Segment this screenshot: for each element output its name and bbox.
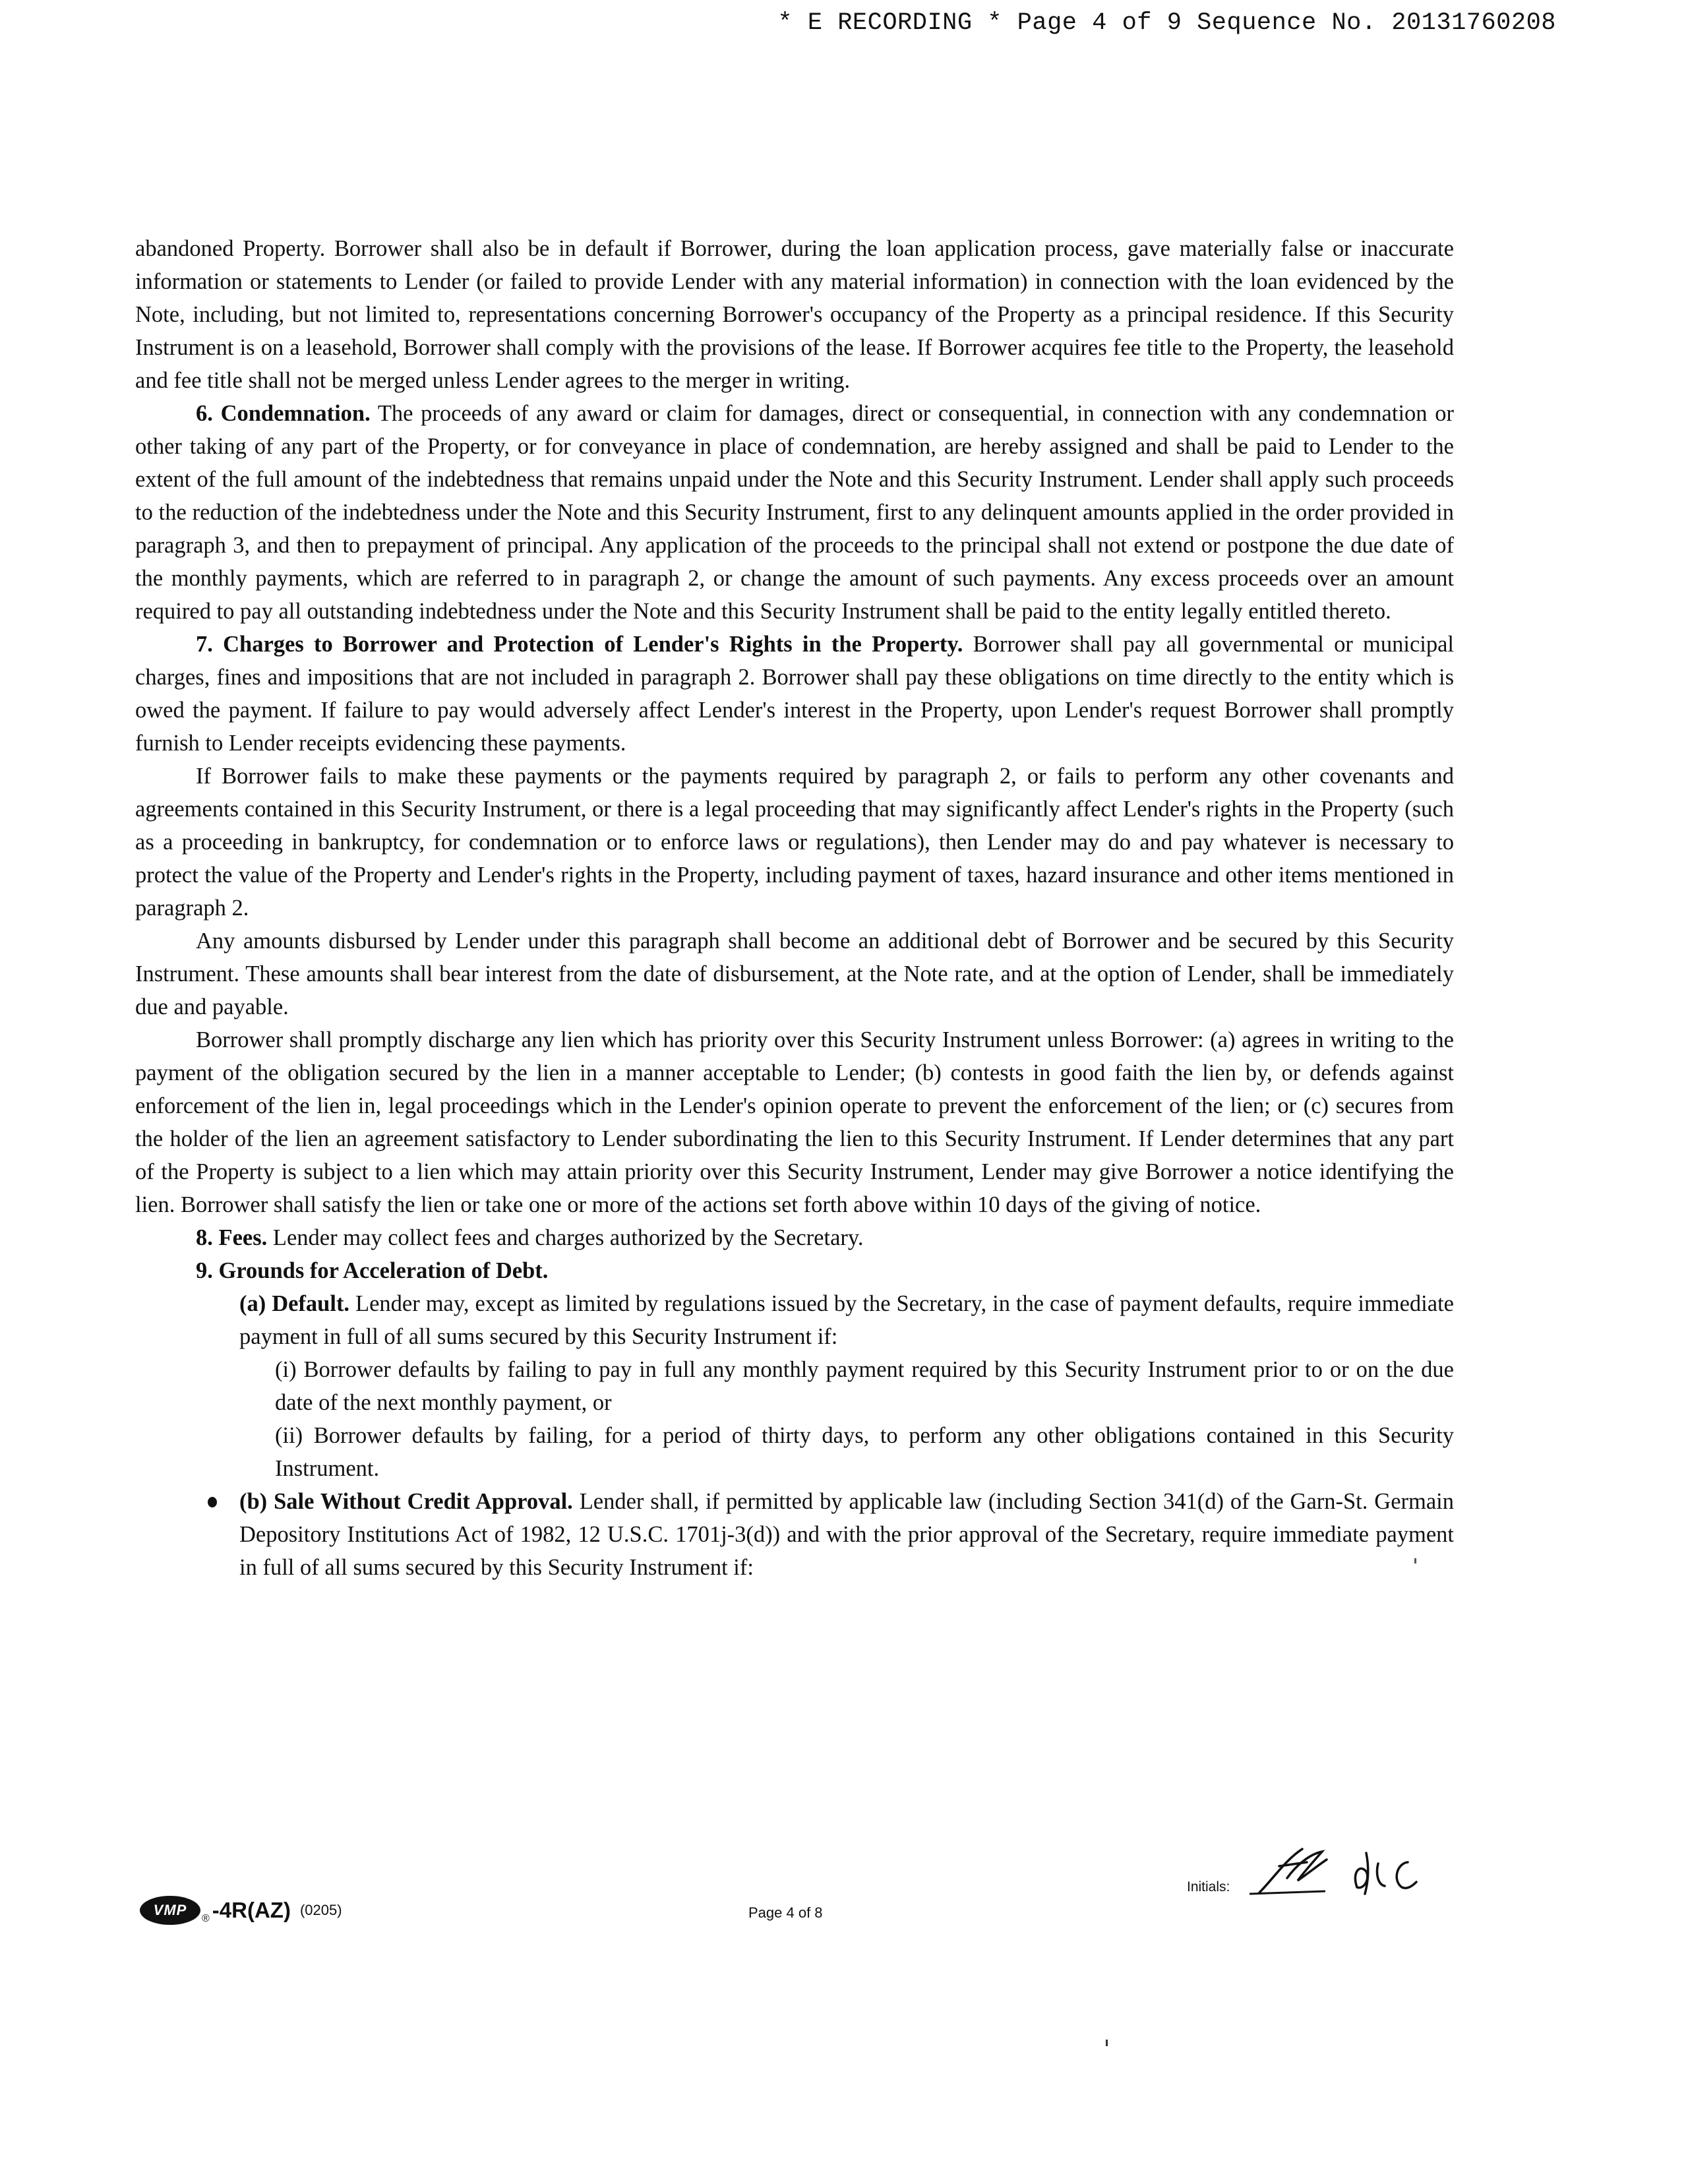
registered-mark: ® [202, 1913, 210, 1924]
section-7-paragraph-3: Any amounts disbursed by Lender under this paragraph shall become an additional debt of Borrower and be secured by this Security Instrument. These amounts shall bear interest from the date of disbursement, at the Note rate, and at the option of Lender, shall be immediately due and payable. [135, 928, 1454, 1019]
section-7-paragraph-4: Borrower shall promptly discharge any lien which has priority over this Security Instrument unless Borrower: (a) agrees in writing to the payment of the obligation secured by the lien in a manner acceptable to Lender; (b) contests in good faith the lien by, or defends against enforcement of the lien in, legal proceedings which in the Lender's opinion operate to prevent the enforcement of the lien; or (c) secures from the holder of the lien an agreement satisfactory to Lender subordinating the lien to this Security Instrument. If Lender determines that any part of the Property is subject to a lien which may attain priority over this Security Instrument, Lender may give Borrower a notice identifying the lien. Borrower shall satisfy the lien or take one or more of the actions set forth above within 10 days of the giving of notice. [135, 1027, 1454, 1217]
section-8-text: Lender may collect fees and charges authorized by the Secretary. [267, 1225, 864, 1250]
section-9b-sale [239, 1485, 1454, 1584]
section-9a-i: (i) Borrower defaults by failing to pay in full any monthly payment required by this Security Instrument prior to or on the due date of the next monthly payment, or [275, 1357, 1454, 1415]
scan-speck [1106, 2040, 1108, 2046]
section-9-heading [196, 1254, 1454, 1287]
section-6-heading: 6. Condemnation. [196, 401, 371, 426]
document-body [135, 232, 1454, 1584]
section-9a-heading: (a) Default. [239, 1291, 350, 1316]
vmp-logo: VMP [140, 1896, 200, 1925]
recording-header: * E RECORDING * Page 4 of 9 Sequence No. 20131760208 [777, 9, 1556, 37]
bullet-mark [208, 1497, 217, 1507]
section-7-text: Borrower shall pay all governmental or municipal charges, fines and impositions that are not included in paragraph 2. Borrower shall pay these obligations on time directly to the entity which is owed the payment. If failure to pay would adversely affect Lender's interest in the Property, upon Lender's request Borrower shall promptly furnish to Lender receipts evidencing these payments. [135, 632, 1454, 756]
section-6-text: The proceeds of any award or claim for damages, direct or consequential, in connection with any condemnation or other taking of any part of the Property, or for conveyance in place of condemnation, are hereby assigned and shall be paid to Lender to the extent of the full amount of the indebtedness that remains unpaid under the Note and this Security Instrument. Lender shall apply such proceeds to the reduction of the indebtedness under the Note and this Security Instrument, first to any delinquent amounts applied in the order provided in paragraph 3, and then to prepayment of principal. Any application of the proceeds to the principal shall not extend or postpone the due date of the monthly payments, which are referred to in paragraph 2, or change the amount of such payments. Any excess proceeds over an amount required to pay all outstanding indebtedness under the Note and this Security Instrument shall be paid to the entity legally entitled thereto. [135, 401, 1454, 624]
form-code: -4R(AZ) [212, 1898, 291, 1922]
form-identifier [140, 1896, 342, 1925]
section-9-title: 9. Grounds for Acceleration of Debt. [196, 1258, 549, 1283]
paragraph-abandoned-property: abandoned Property. Borrower shall also be in default if Borrower, during the loan application process, gave materially false or inaccurate information or statements to Lender (or failed to provide Lender with any material information) in connection with the loan evidenced by the Note, including, but not limited to, representations concerning Borrower's occupancy of the Property as a principal residence. If this Security Instrument is on a leasehold, Borrower shall comply with the provisions of the lease. If Borrower acquires fee title to the Property, the leasehold and fee title shall not be merged unless Lender agrees to the merger in writing. [135, 236, 1454, 393]
scan-speck [1414, 1558, 1416, 1563]
section-7-paragraph-2: If Borrower fails to make these payments or the payments required by paragraph 2, or fails to perform any other covenants and agreements contained in this Security Instrument, or there is a legal proceeding that may significantly affect Lender's rights in the Property (such as a proceeding in bankruptcy, for condemnation or to enforce laws or regulations), then Lender may do and pay whatever is necessary to protect the value of the Property and Lender's rights in the Property, including payment of taxes, hazard insurance and other items mentioned in paragraph 2. [135, 764, 1454, 921]
section-9a-default [239, 1287, 1454, 1353]
section-6-condemnation [135, 397, 1454, 628]
section-7-charges [135, 628, 1454, 760]
page-number: Page 4 of 8 [748, 1904, 823, 1921]
initials-signature-icon [1187, 1840, 1451, 1912]
section-8-heading: 8. Fees. [196, 1225, 268, 1250]
form-date: (0205) [299, 1902, 342, 1918]
section-9b-heading: (b) Sale Without Credit Approval. [239, 1489, 573, 1514]
section-9a-ii: (ii) Borrower defaults by failing, for a period of thirty days, to perform any other obligations contained in this Security Instrument. [275, 1423, 1454, 1481]
section-8-fees [196, 1221, 1454, 1254]
section-7-heading: 7. Charges to Borrower and Protection of Lender's Rights in the Property. [196, 632, 963, 657]
initials-block [1187, 1840, 1451, 1912]
initials-label: Initials: [1187, 1879, 1230, 1895]
section-9a-text: Lender may, except as limited by regulations issued by the Secretary, in the case of payment defaults, require immediate payment in full of all sums secured by this Security Instrument if: [239, 1291, 1454, 1349]
section-9b-text: Lender shall, if permitted by applicable law (including Section 341(d) of the Garn-St. Germain Depository Institutions Act of 1982, 12 U.S.C. 1701j-3(d)) and with the prior approval of the Secretary, require immediate payment in full of all sums secured by this Security Instrument if: [239, 1489, 1454, 1580]
